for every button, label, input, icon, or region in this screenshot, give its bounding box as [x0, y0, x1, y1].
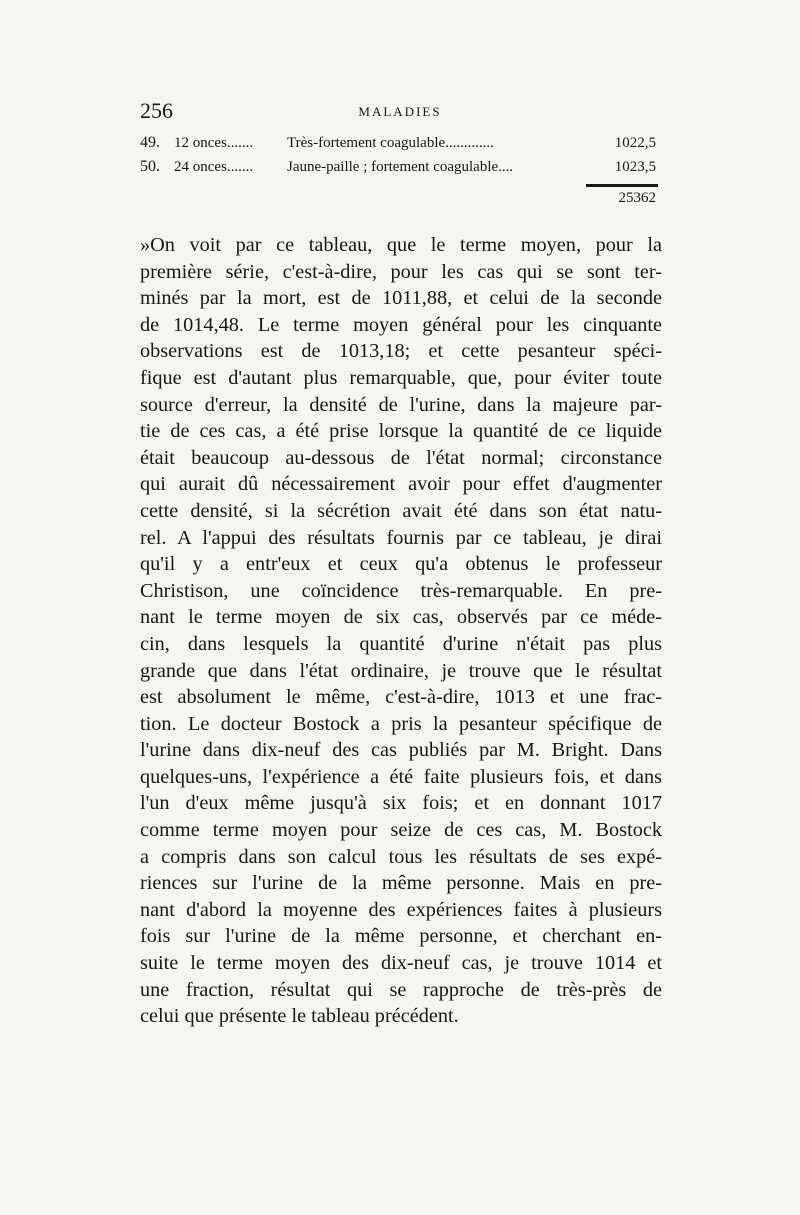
table-total: 25362 — [618, 190, 656, 206]
text-line: rel. A l'appui des résultats fournis par ce tableau, je dirai — [140, 526, 662, 549]
text-line: grande que dans l'état ordinaire, je trouve que le résultat — [140, 659, 662, 682]
row-value: 1023,5 — [614, 159, 656, 175]
text-line: fique est d'autant plus remarquable, que, pour éviter toute — [140, 366, 662, 389]
row-description: Très-fortement coagulable............. — [287, 135, 494, 151]
text-line: cin, dans lesquels la quantité d'urine n'était pas plus — [140, 632, 662, 655]
running-head: MALADIES — [358, 104, 442, 119]
body-paragraph — [140, 232, 662, 1030]
text-line: nant le terme moyen de six cas, observés par ce méde- — [140, 606, 662, 629]
row-description: Jaune-paille ; fortement coagulable.... — [287, 159, 514, 175]
text-line: qu'il y a entr'eux et ceux qu'a obtenus le professeur — [140, 553, 662, 576]
row-number: 49. — [140, 134, 160, 151]
text-line: riences sur l'urine de la même personne. Mais en pre- — [140, 872, 662, 895]
row-value: 1022,5 — [614, 135, 656, 151]
text-line: de 1014,48. Le terme moyen général pour les cinquante — [140, 313, 662, 336]
page-header — [140, 98, 660, 128]
text-line: Christison, une coïncidence très-remarquable. En pre- — [140, 579, 662, 602]
text-line: une fraction, résultat qui se rapproche de très-près de — [140, 978, 662, 1001]
text-line: quelques-uns, l'expérience a été faite plusieurs fois, et dans — [140, 765, 662, 788]
total-rule — [586, 184, 658, 187]
text-line: suite le terme moyen des dix-neuf cas, je trouve 1014 et — [140, 952, 662, 975]
page-number: 256 — [140, 98, 173, 123]
text-line: l'un d'eux même jusqu'à six fois; et en donnant 1017 — [140, 792, 662, 815]
text-line: source d'erreur, la densité de l'urine, dans la majeure par- — [140, 393, 662, 416]
table-row — [140, 158, 662, 182]
text-line: première série, c'est-à-dire, pour les cas qui se sont ter- — [140, 260, 662, 283]
text-line: observations est de 1013,18; et cette pesanteur spéci- — [140, 340, 662, 363]
text-line: tion. Le docteur Bostock a pris la pesanteur spécifique de — [140, 712, 662, 735]
text-line: fois sur l'urine de la même personne, et cherchant en- — [140, 925, 662, 948]
text-line: qui aurait dû nécessairement avoir pour effet d'augmenter — [140, 473, 662, 496]
row-number: 50. — [140, 158, 160, 175]
text-line: était beaucoup au-dessous de l'état normal; circonstance — [140, 446, 662, 469]
text-line: comme terme moyen pour seize de ces cas, M. Bostock — [140, 819, 662, 842]
text-line: est absolument le même, c'est-à-dire, 1013 et une frac- — [140, 686, 662, 709]
data-table — [140, 134, 662, 206]
row-quantity: 24 onces....... — [174, 159, 254, 175]
text-line: a compris dans son calcul tous les résultats de ses expé- — [140, 845, 662, 868]
text-line: cette densité, si la sécrétion avait été dans son état natu- — [140, 499, 662, 522]
text-line: l'urine dans dix-neuf des cas publiés par M. Bright. Dans — [140, 739, 662, 762]
text-line: nant d'abord la moyenne des expériences faites à plusieurs — [140, 898, 662, 921]
text-line: »On voit par ce tableau, que le terme moyen, pour la — [140, 234, 662, 256]
text-line: minés par la mort, est de 1011,88, et celui de la seconde — [140, 287, 662, 310]
text-line: celui que présente le tableau précédent. — [140, 1005, 459, 1028]
row-quantity: 12 onces....... — [174, 135, 254, 151]
text-line: tie de ces cas, a été prise lorsque la quantité de ce liquide — [140, 420, 662, 443]
table-row — [140, 134, 662, 158]
